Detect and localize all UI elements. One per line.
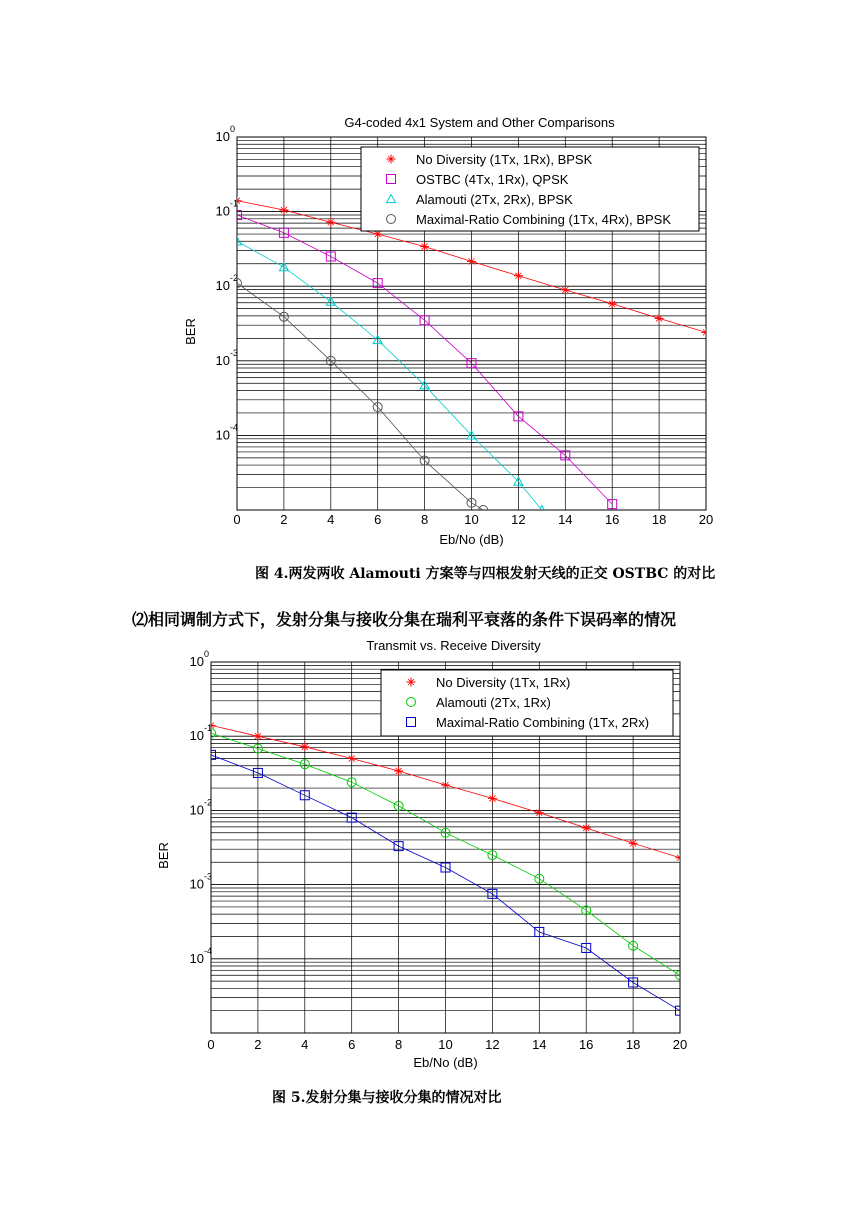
data-point	[420, 242, 429, 251]
x-tick-label: 10	[464, 512, 479, 527]
x-tick-label: 0	[233, 512, 241, 527]
y-axis-label: BER	[183, 318, 198, 345]
legend-entry: Maximal-Ratio Combining (1Tx, 4Rx), BPSK	[416, 212, 672, 227]
figure-5-caption: 图 5.发射分集与接收分集的情况对比	[272, 1090, 502, 1106]
x-tick-label: 4	[301, 1037, 309, 1052]
x-tick-label: 12	[485, 1037, 500, 1052]
y-tick-exponent: -1	[230, 198, 239, 209]
section-heading: ⑵相同调制方式下，发射分集与接收分集在瑞利平衰落的条件下误码率的情况	[132, 610, 677, 629]
x-tick-label: 10	[438, 1037, 453, 1052]
data-point	[488, 794, 497, 803]
legend-entry: No Diversity (1Tx, 1Rx)	[436, 675, 571, 690]
legend-entry: Maximal-Ratio Combining (1Tx, 2Rx)	[436, 715, 650, 730]
data-point	[582, 823, 591, 832]
x-tick-label: 16	[578, 1037, 594, 1052]
series-line-3	[237, 241, 542, 510]
y-tick-exponent: 0	[230, 124, 236, 134]
legend-entry: No Diversity (1Tx, 1Rx), BPSK	[416, 152, 593, 167]
x-axis-label: Eb/No (dB)	[413, 1055, 478, 1070]
x-axis-label: Eb/No (dB)	[439, 532, 504, 547]
x-tick-label: 12	[511, 512, 526, 527]
y-axis-label: BER	[156, 842, 171, 869]
x-tick-label: 14	[558, 512, 573, 527]
y-tick-label: 10	[215, 129, 230, 144]
y-tick-exponent: -1	[204, 723, 213, 734]
y-tick-exponent: -3	[230, 347, 239, 358]
legend-entry: Alamouti (2Tx, 1Rx)	[436, 695, 551, 710]
chart-title: G4-coded 4x1 System and Other Comparisons	[344, 115, 615, 130]
data-point	[608, 299, 617, 308]
y-tick-label: 10	[215, 203, 230, 219]
data-point	[347, 754, 356, 763]
x-tick-label: 2	[254, 1037, 262, 1052]
x-tick-label: 20	[672, 1037, 688, 1052]
series-line-4	[237, 283, 483, 510]
data-point	[467, 257, 476, 266]
legend-entry: Alamouti (2Tx, 2Rx), BPSK	[416, 192, 573, 207]
x-tick-label: 2	[280, 512, 288, 527]
legend-entry: OSTBC (4Tx, 1Rx), QPSK	[416, 172, 569, 187]
y-tick-exponent: -4	[230, 422, 239, 433]
x-tick-label: 18	[625, 1037, 641, 1052]
x-tick-label: 0	[207, 1037, 215, 1052]
y-tick-exponent: -4	[204, 945, 213, 956]
x-tick-label: 8	[394, 1037, 403, 1052]
x-tick-label: 4	[327, 512, 335, 527]
data-point	[676, 853, 685, 862]
data-point	[655, 314, 664, 323]
x-tick-label: 14	[532, 1037, 547, 1052]
y-tick-label: 10	[189, 876, 204, 892]
x-tick-label: 8	[420, 512, 429, 527]
y-tick-label: 10	[189, 950, 204, 966]
data-point	[279, 206, 288, 215]
y-tick-exponent: -2	[230, 273, 239, 284]
y-tick-exponent: -3	[204, 871, 213, 882]
x-tick-label: 18	[651, 512, 667, 527]
x-tick-label: 6	[348, 1037, 356, 1052]
y-tick-label: 10	[189, 802, 204, 818]
y-tick-label: 10	[215, 427, 230, 443]
data-point	[394, 766, 403, 775]
y-tick-label: 10	[215, 352, 230, 368]
y-tick-exponent: 0	[204, 649, 210, 659]
chart-title: Transmit vs. Receive Diversity	[366, 638, 541, 653]
y-tick-exponent: -2	[204, 797, 213, 808]
y-tick-label: 10	[189, 728, 204, 744]
chart-1	[183, 115, 713, 547]
x-tick-label: 6	[374, 512, 382, 527]
data-point	[514, 271, 523, 280]
x-tick-label: 20	[698, 512, 714, 527]
chart-2	[156, 638, 687, 1070]
x-tick-label: 16	[604, 512, 620, 527]
figure-4-caption: 图 4.两发两收 Alamouti 方案等与四根发射天线的正交 OSTBC 的对比	[255, 566, 716, 582]
legend	[381, 670, 673, 736]
y-tick-label: 10	[189, 654, 204, 669]
data-point	[702, 328, 711, 337]
legend	[361, 147, 699, 231]
data-point	[535, 808, 544, 817]
y-tick-label: 10	[215, 278, 230, 294]
